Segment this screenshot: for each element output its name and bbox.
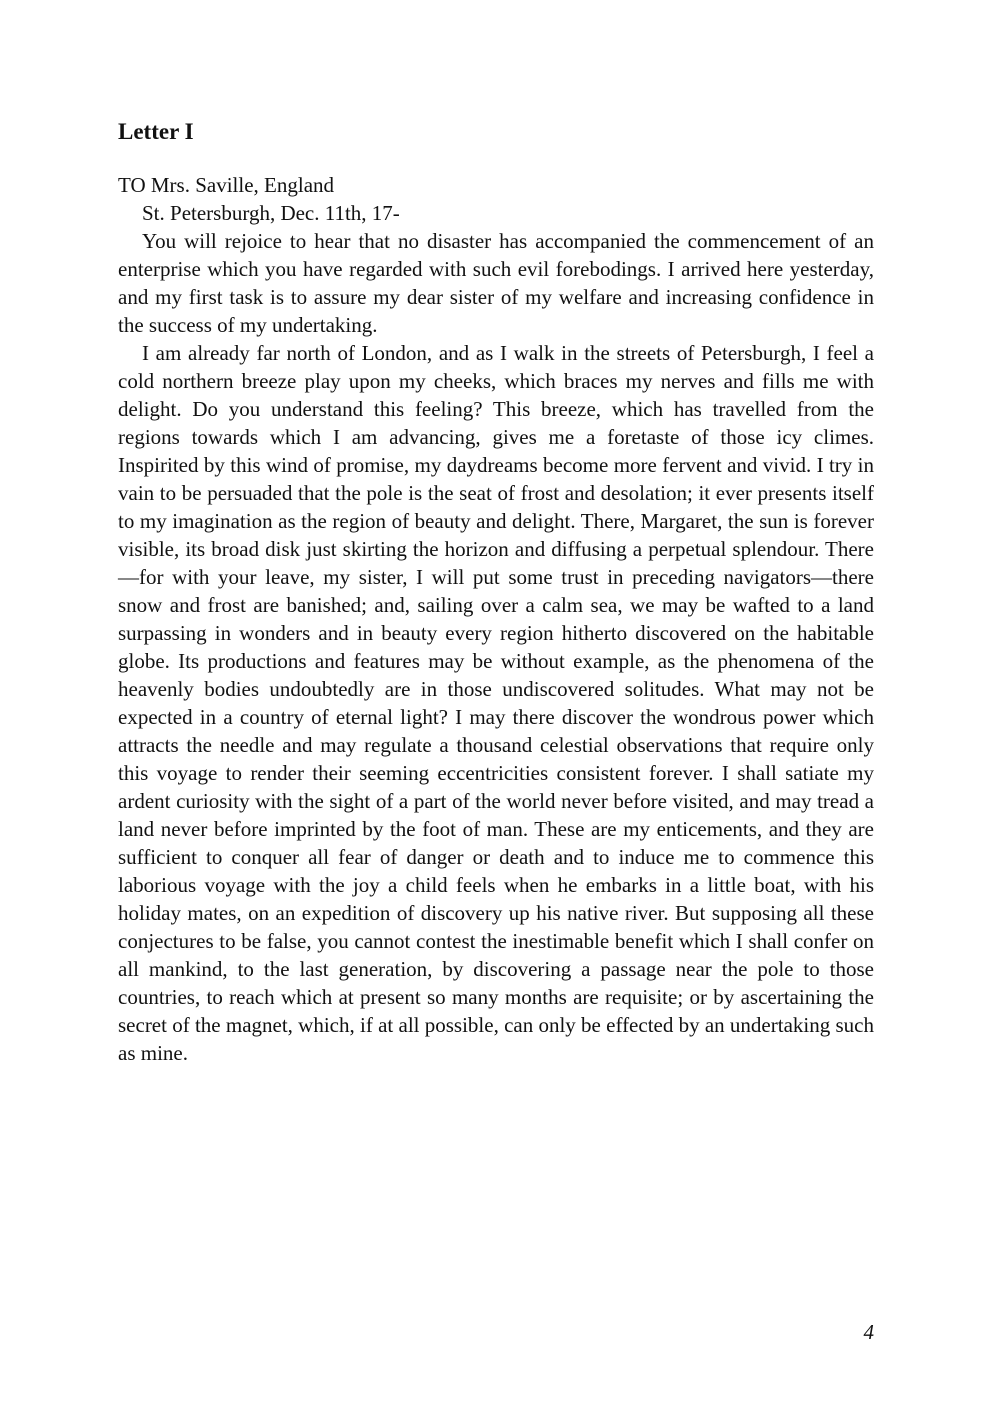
paragraph-1: You will rejoice to hear that no disaster has accompanied the commencement of an enterprise which you have regarded with such evil forebodings. I arrived here yesterday, and my first task is to assure my dear sister of my welfare and increasing confidence in the success of my undertaking. [118,229,874,337]
letter-body [118,171,874,1067]
page-number: 4 [863,1320,874,1344]
paragraph-2: I am already far north of London, and as I walk in the streets of Petersburgh, I feel a cold northern breeze play upon my cheeks, which braces my nerves and fills me with delight. Do you understand this feeling? This breeze, which has travelled from the regions towards which I am advancing, gives me a foretaste of those icy climes. Inspirited by this wind of promise, my daydreams become more fervent and vivid. I try in vain to be persuaded that the pole is the seat of frost and desolation; it ever presents itself to my imagination as the region of beauty and delight. There, Margaret, the sun is forever visible, its broad disk just skirting the horizon and diffusing a perpetual splendour. There—for with your leave, my sister, I will put some trust in preceding navigators—there snow and frost are banished; and, sailing over a calm sea, we may be wafted to a land surpassing in wonders and in beauty every region hitherto discovered on the habitable globe. Its productions and features may be without example, as the phenomena of the heavenly bodies undoubtedly are in those undiscovered solitudes. What may not be expected in a country of eternal light? I may there discover the wondrous power which attracts the needle and may regulate a thousand celestial observations that require only this voyage to render their seeming eccentricities consistent forever. I shall satiate my ardent curiosity with the sight of a part of the world never before visited, and may tread a land never before imprinted by the foot of man. These are my enticements, and they are sufficient to conquer all fear of danger or death and to induce me to commence this laborious voyage with the joy a child feels when he embarks in a little boat, with his holiday mates, on an expedition of discovery up his native river. But supposing all these conjectures to be false, you cannot contest the inestimable benefit which I shall confer on all mankind, to the last generation, by discovering a passage near the pole to those countries, to reach which at present so many months are requisite; or by ascertaining the secret of the magnet, which, if at all possible, can only be effected by an undertaking such as mine. [118,341,874,1065]
letter-heading: Letter I [118,119,194,144]
place-date-line: St. Petersburgh, Dec. 11th, 17- [142,201,400,225]
address-line: TO Mrs. Saville, England [118,173,335,197]
